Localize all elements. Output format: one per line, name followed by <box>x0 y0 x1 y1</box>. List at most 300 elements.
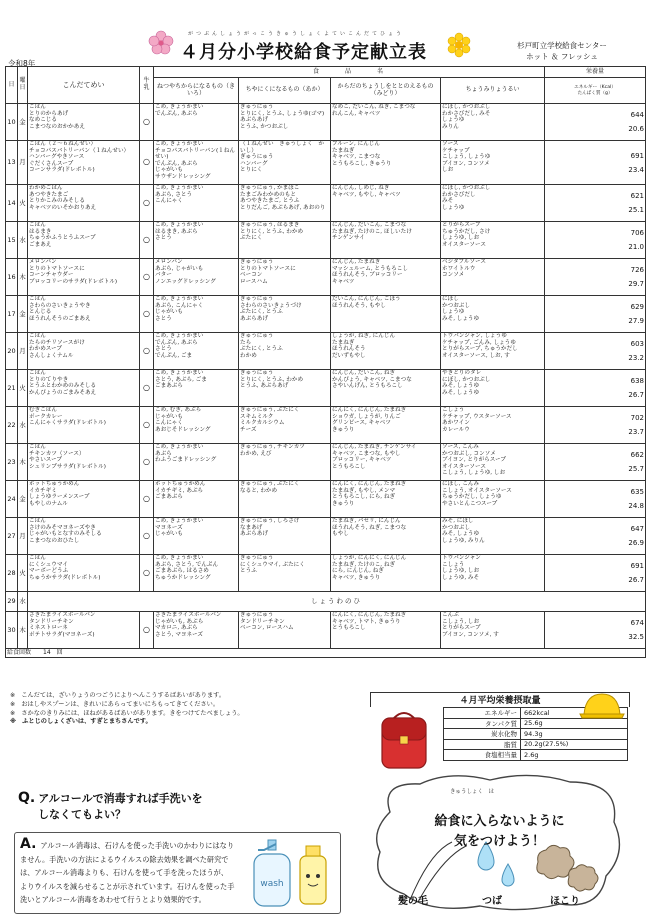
cell-line: なめこじる <box>29 117 57 124</box>
cell-line: ごまあぶら <box>155 494 183 501</box>
average-value: 94.3g <box>521 729 628 740</box>
cell-line: ぎゅうにゅう, チキンカツ <box>240 444 305 450</box>
page-header <box>0 0 650 68</box>
cell-line: こしょう, しょうゆ, しお <box>442 470 506 477</box>
seasoning-cell <box>441 612 545 649</box>
cell-line: だいこん, にんじん, ごぼう <box>332 296 401 302</box>
cell-line: あぶらあげ <box>240 117 268 124</box>
bubble-ruby: きゅうしょく は <box>450 789 495 795</box>
cell-line: ごはん <box>29 296 46 302</box>
seasoning-cell <box>441 222 545 259</box>
cell-line: あぶら, じゃがいも <box>155 265 204 272</box>
milk-cell: ○ <box>140 259 154 296</box>
cell-line: ソース <box>442 141 459 147</box>
dish-cell <box>28 407 140 444</box>
cell-line: にぼし, こんみ <box>442 481 480 487</box>
label-dust: ほこり <box>550 896 580 907</box>
table-row <box>6 370 646 407</box>
condition-cell <box>331 104 441 141</box>
cell-line: にんじん, だいこん, こまつな <box>332 222 407 228</box>
cell-line: とうふとわかめのみそしる <box>29 383 97 390</box>
milk-cell: ○ <box>140 104 154 141</box>
cell-line: しょうゆ, みそ <box>442 574 480 581</box>
protein-value: 26.7 <box>628 576 645 584</box>
cell-line: でんぷん, ごま <box>155 352 193 359</box>
nutrition-cell <box>545 259 646 296</box>
cell-line: オイスターソース <box>442 241 486 248</box>
cell-line: こめ, きょうかまい <box>155 370 204 376</box>
head-body: ちやにくになるもの（あか） <box>239 78 331 104</box>
day-cell: 13 <box>6 141 18 185</box>
body-cell <box>239 481 331 518</box>
weekday-cell: 月 <box>18 141 28 185</box>
cell-line: しお <box>442 167 454 174</box>
dish-cell <box>28 259 140 296</box>
cell-line: ハンバーグ <box>240 160 268 167</box>
cell-line: みそ, にぼし <box>442 518 474 524</box>
cell-line: ベジタブルソース <box>442 259 487 265</box>
cell-line: コーンチャウダー <box>29 272 74 279</box>
table-row <box>6 104 646 141</box>
meal-count: 給食回数 14 回 <box>6 649 646 658</box>
cell-line: ぶたにく <box>240 235 263 242</box>
cell-line: とりがらスープ <box>442 222 481 228</box>
cell-line: こしょう, オイスターソース <box>442 487 512 494</box>
cell-line: あつやきたまご <box>29 191 69 198</box>
cell-line: こめ, きょうかまい <box>155 555 204 561</box>
milk-cell: ○ <box>140 407 154 444</box>
cell-line: たらのチリソースがけ <box>29 339 85 346</box>
weekday-cell: 金 <box>18 296 28 333</box>
cell-line: あぶら, さとう <box>155 191 193 198</box>
energy-cell <box>154 370 239 407</box>
average-row <box>444 729 628 740</box>
cell-line: さんしょくナムル <box>29 352 74 359</box>
average-title: ４月平均栄養摂取量 <box>370 692 630 707</box>
condition-cell <box>331 444 441 481</box>
milk-cell: ○ <box>140 222 154 259</box>
cell-line: ぎゅうにゅう, ぶたにく <box>240 407 300 413</box>
milk-cell: ○ <box>140 333 154 370</box>
dish-cell <box>28 370 140 407</box>
cell-line: キャベツ, きゅうり <box>332 574 381 581</box>
day-cell: 22 <box>6 407 18 444</box>
cell-line: かつおぶし <box>442 302 470 309</box>
cell-line: こめ, きょうかまい <box>155 333 204 339</box>
cell-line: やきとりのタレ <box>442 370 482 376</box>
cell-line: たまねぎ <box>332 147 355 154</box>
cell-line: こめ, きょうかまい <box>155 444 204 450</box>
cell-line: ごはん <box>29 555 46 561</box>
energy-value: 674 <box>630 619 645 627</box>
cell-line: とうもろこし, にら, ねぎ <box>332 494 396 501</box>
energy-value: 644 <box>630 111 645 119</box>
cell-line: とうもろこし, きゅうり <box>332 160 392 167</box>
protein-value: 23.7 <box>628 428 645 436</box>
average-key: エネルギー <box>444 708 521 719</box>
cell-line: こんぶ <box>442 612 459 618</box>
head-energy: ねつやちからになるもの（きいろ） <box>154 78 239 104</box>
era-label: 令和8年 <box>8 59 36 68</box>
body-cell <box>239 185 331 222</box>
protein-value: 32.5 <box>628 633 645 641</box>
weekday-cell: 木 <box>18 444 28 481</box>
cell-line: あぶらあげ <box>240 315 268 322</box>
cell-line: ケチャップ, ウスターソース <box>442 413 512 420</box>
cell-line: しょうゆ <box>442 204 465 211</box>
table-row <box>6 185 646 222</box>
cell-line: かつおぶし, コンソメ <box>442 450 496 457</box>
table-row <box>6 592 646 612</box>
cell-line: コンソメ <box>442 272 465 279</box>
organization: 杉戸町立学校給食センター ホット ＆ フレッシュ <box>517 41 607 61</box>
cell-line: ぎゅうにゅう <box>240 370 274 376</box>
body-cell <box>239 333 331 370</box>
cell-line: しょうゆラーメンスープ <box>29 494 90 501</box>
cell-line: ちゅうかだし, しょうゆ <box>442 494 502 501</box>
cell-line: メロンパン <box>155 259 183 265</box>
seasoning-cell <box>441 296 545 333</box>
cell-line: みそ, しょうゆ <box>442 389 480 396</box>
page-title: ４月分小学校給食予定献立表 <box>180 42 427 63</box>
cell-line: さとう, あぶら, ごま <box>155 376 207 383</box>
cell-line: こしょう <box>442 561 465 568</box>
average-key: 食塩相当量 <box>444 750 521 761</box>
cell-line: ごはん <box>29 222 46 228</box>
cell-line: にくシュウマイ, ぶたにく <box>240 561 305 568</box>
head-nutrition: 栄養量 <box>545 67 646 78</box>
cell-line: たまねぎ, たけのこ, ほしいたけ <box>332 228 412 235</box>
cell-line: ごはん <box>29 104 46 110</box>
cell-line: さとう <box>155 346 172 353</box>
body-cell <box>239 370 331 407</box>
cell-line: ぎゅうにゅう <box>240 555 274 561</box>
question-mark: Q. <box>18 790 36 806</box>
cell-line: にんじん, だいこん, ねぎ <box>332 370 396 376</box>
cell-line: こまつなのおひたし <box>29 537 80 544</box>
cell-line: マッシュルーム, とうもろこし <box>332 265 408 272</box>
cell-line: でんぷん, あぶら <box>155 110 198 117</box>
cell-line: ちゅうかサラダ(ドレボトル) <box>29 574 101 581</box>
average-key: 炭水化物 <box>444 729 521 740</box>
dish-cell <box>28 185 140 222</box>
body-cell <box>239 259 331 296</box>
answer <box>20 838 235 907</box>
cell-line: わふうごまドレッシング <box>155 457 217 464</box>
cell-line: キャベツ, こまつな <box>332 154 381 161</box>
cell-line: ブイヨン, コンソメ, す <box>442 631 499 638</box>
cell-line: ぎゅうにゅう <box>240 154 274 161</box>
energy-cell <box>154 104 239 141</box>
condition-cell <box>331 407 441 444</box>
seasoning-cell <box>441 141 545 185</box>
cell-line: キャベツのいそかおりあえ <box>29 204 97 211</box>
table-row <box>6 555 646 592</box>
head-nutrition-units: エネルギー（Kcal） たんぱく質（g） <box>545 78 646 104</box>
head-food-group: 食 品 名 <box>154 67 545 78</box>
school-bag-icon <box>376 708 432 772</box>
cell-line: ホットちゅうかめん <box>155 481 206 487</box>
cell-line: ちゅうかドレッシング <box>155 574 211 581</box>
cell-line: ミルクカルシウム <box>240 420 285 427</box>
cell-line: なまあげ <box>240 524 263 531</box>
cell-line: あおじそドレッシング <box>155 426 211 433</box>
seasoning-cell <box>441 555 545 592</box>
seasoning-cell <box>441 444 545 481</box>
cell-line: チンゲンサイ <box>332 235 365 242</box>
cell-line: イカチギミ, あぶら <box>155 487 204 494</box>
cell-line: オイスターソース <box>442 463 486 470</box>
energy-cell <box>154 612 239 649</box>
cell-line: こしょう, しお <box>442 618 480 625</box>
cell-line: みそ, しょうゆ <box>442 531 480 538</box>
seasoning-cell <box>441 259 545 296</box>
cell-line: にんじん, たまねぎ <box>332 259 381 265</box>
bottle-label: wash <box>260 879 284 889</box>
average-key: 脂質 <box>444 739 521 750</box>
condition-cell <box>331 612 441 649</box>
school-hat-icon <box>578 690 626 720</box>
average-nutrition <box>370 692 630 761</box>
cell-line: さとう, マヨネーズ <box>155 631 204 638</box>
cell-line: かんぴょうのごまみそあえ <box>29 389 97 396</box>
condition-cell <box>331 296 441 333</box>
cell-line: こめ, きょうかまい <box>155 518 204 524</box>
cell-line: シュリンプサラダ(ドレボトル) <box>29 463 106 470</box>
cell-line: かんぴょう, キャベツ, こまつな <box>332 376 412 383</box>
cell-line: ぎゅうにゅう <box>240 612 274 618</box>
cell-line: もやし <box>332 531 349 538</box>
cell-line: ごはん（２〜６ねんせい） <box>29 141 97 147</box>
cell-line: ほうれんそう, もやし <box>332 302 386 309</box>
table-row <box>6 444 646 481</box>
cell-line: ぶたにく, とうふ <box>240 346 283 353</box>
cell-line: とうふ, あぶらあげ <box>240 383 289 390</box>
body-cell <box>239 407 331 444</box>
protein-value: 24.8 <box>628 502 645 510</box>
cell-line: みそ <box>442 198 454 205</box>
cell-line: ごはん <box>29 333 46 339</box>
cell-line: トウバンジャン, しょうゆ <box>442 333 507 339</box>
cell-line: ごまあえ <box>29 241 52 248</box>
cell-line: やさいとんこつスープ <box>442 500 498 507</box>
cell-line: こめ, きょうかまい <box>155 185 204 191</box>
day-cell: 10 <box>6 104 18 141</box>
cherry-blossom-icon <box>148 30 174 56</box>
cell-line: コーンサラダ(ドレボトル) <box>29 167 95 174</box>
cell-line: マカロニ, あぶら <box>155 625 198 632</box>
nutrition-cell <box>545 612 646 649</box>
cell-line: こんにゃく <box>155 420 183 427</box>
cell-line: しょうゆ, しお <box>442 235 480 242</box>
energy-cell <box>154 481 239 518</box>
cell-line: なめこ, だいこん, ねぎ, こまつな <box>332 104 416 110</box>
milk-cell: ○ <box>140 185 154 222</box>
cell-line: にぼし, かつおぶし <box>442 104 491 110</box>
cell-line: しょうゆ <box>442 117 465 124</box>
cell-line: わかめごはん <box>29 185 63 191</box>
cell-line: しょうゆ, しお <box>442 568 480 575</box>
cell-line: あつやきたまご, とうふ <box>240 198 300 205</box>
cell-line: ケチャップ <box>442 147 470 154</box>
cell-line: ぎゅうにゅう <box>240 104 274 110</box>
cell-line: サウザンドレッシング <box>155 173 211 180</box>
cell-line: れんこん, キャベツ <box>332 110 381 117</box>
body-cell <box>239 104 331 141</box>
cell-line: はるまき, あぶら <box>155 228 198 235</box>
dish-cell <box>28 612 140 649</box>
cell-line: あぶら, さとう, でんぷん <box>155 561 219 568</box>
cell-line: たまごみわかめのもと <box>240 191 296 198</box>
energy-value: 635 <box>630 488 645 496</box>
dish-cell <box>28 555 140 592</box>
dish-cell <box>28 333 140 370</box>
average-row <box>444 750 628 761</box>
energy-cell <box>154 296 239 333</box>
cell-line: こめ, きょうかまい <box>155 296 204 302</box>
body-cell <box>239 296 331 333</box>
day-cell: 24 <box>6 481 18 518</box>
milk-cell: ○ <box>140 444 154 481</box>
dish-cell <box>28 296 140 333</box>
milk-cell: ○ <box>140 141 154 185</box>
cell-line: しょうが, にんにく, にんじん <box>332 555 407 561</box>
seasoning-cell <box>441 185 545 222</box>
cell-line: イカチギミ <box>29 487 57 494</box>
cell-line: ほうれんそう, ねぎ, こまつな <box>332 524 407 531</box>
cell-line: とりにく, とうふ, わかめ <box>240 376 304 383</box>
nutrition-cell <box>545 518 646 555</box>
cell-line: とりにく <box>240 167 263 174</box>
head-day: 日 <box>6 67 18 104</box>
cell-line: さわらのさいきょうづけ <box>240 302 302 309</box>
cell-line: チキンカツ（ソース） <box>29 450 85 457</box>
cell-line: キャベツ <box>332 278 355 285</box>
cell-line: こしょう <box>442 407 465 413</box>
nutrition-cell <box>545 555 646 592</box>
weekday-cell: 金 <box>18 481 28 518</box>
cell-line: タンドリーチキン <box>240 618 285 625</box>
cell-line: じゃがいも <box>155 413 183 420</box>
cell-line: しょうゆ <box>442 309 465 316</box>
cell-line: プルーン, にんじん <box>332 141 380 147</box>
cell-line: キャベツ, もやし, キャベツ <box>332 191 401 198</box>
body-cell <box>239 555 331 592</box>
cell-line: とりにく, とうふ, しょうゆ(ゴマ) <box>240 110 325 117</box>
holiday-cell: しょうわのひ <box>28 592 646 612</box>
cell-line: とうもろこし <box>332 463 366 470</box>
table-row <box>6 259 646 296</box>
cell-line: ほうれんそう, ブロッコリー <box>332 272 403 279</box>
cell-line: ブロッコリー, キャベツ <box>332 457 392 464</box>
cell-line: ごまあぶら, はるさめ <box>155 568 209 575</box>
cell-line: にんにく, にんじん, たまねぎ <box>332 612 407 618</box>
cell-line: ノンエッグドレッシング <box>155 278 216 285</box>
cell-line: もやしのナムル <box>29 500 68 507</box>
cell-line: とりがらスープ, ちゅうかだし <box>442 346 518 353</box>
note-line: ※ さかなのきりみには、ほねがあるばあいがあります。きをつけてたべましょう。 <box>10 709 244 717</box>
cell-line: かつおぶし <box>442 524 470 531</box>
average-value: 25.6g <box>521 718 628 729</box>
day-cell: 14 <box>6 185 18 222</box>
cell-line: だいずもやし <box>332 352 366 359</box>
cell-line: にくシュウマイ <box>29 561 68 568</box>
cell-line: ハンバーグやきソース <box>29 154 85 161</box>
protein-value: 23.2 <box>628 354 645 362</box>
answer-mark: A. <box>20 836 37 852</box>
cell-line: とうふ <box>240 568 257 575</box>
day-cell: 16 <box>6 259 18 296</box>
cell-line: こんにゃくサラダ(ドレボトル) <box>29 420 106 427</box>
nutrition-cell <box>545 444 646 481</box>
note-line: ※ ふとじのしょくざいは、すぎとまちさんです。 <box>10 718 152 726</box>
cell-line: じゃがいも <box>155 309 183 316</box>
weekday-cell: 水 <box>18 407 28 444</box>
energy-value: 726 <box>630 266 645 274</box>
cell-line: じゃがいもとなすのみそしる <box>29 531 102 538</box>
condition-cell <box>331 259 441 296</box>
weekday-cell: 木 <box>18 259 28 296</box>
protein-value: 25.7 <box>628 465 645 473</box>
nutrition-cell <box>545 104 646 141</box>
dish-cell <box>28 104 140 141</box>
cell-line: むぎごはん <box>29 407 57 413</box>
condition-cell <box>331 555 441 592</box>
cell-line: にんじん, たまねぎ, チンゲンサイ <box>332 444 417 450</box>
cell-line: ちゅうかだし, さけ <box>442 228 491 235</box>
energy-value: 603 <box>630 340 645 348</box>
head-milk: 牛乳 <box>140 67 154 104</box>
cell-line: さきたまライスボールパン <box>29 612 96 618</box>
cell-line: にぼし, かつおぶし <box>442 376 491 383</box>
weekday-cell: 月 <box>18 518 28 555</box>
cell-line: ホワイトルウ <box>442 265 476 272</box>
cell-line: あぶらあげ <box>240 531 268 538</box>
weekday-cell: 水 <box>18 592 28 612</box>
protein-value: 29.7 <box>628 280 645 288</box>
cell-line: オイスターソース, しお, す <box>442 352 510 359</box>
energy-value: 629 <box>630 303 645 311</box>
cell-line: きゅうり <box>332 426 355 433</box>
dish-cell <box>28 141 140 185</box>
cell-line: なると, わかめ <box>240 487 278 494</box>
seasoning-cell <box>441 518 545 555</box>
nutrition-cell <box>545 141 646 185</box>
cell-line: にんにく, にんじん, たまねぎ <box>332 481 407 487</box>
weekday-cell: 月 <box>18 333 28 370</box>
energy-cell <box>154 333 239 370</box>
cell-line: とりかこみのみそしる <box>29 198 85 205</box>
cell-line: みそ, しょうゆ <box>442 383 480 390</box>
cell-line: とりのトマトソースに <box>29 265 85 272</box>
table-row <box>6 518 646 555</box>
cell-line: こまつなのおかかあえ <box>29 123 85 130</box>
body-cell <box>239 612 331 649</box>
nutrition-cell <box>545 407 646 444</box>
notes <box>10 692 350 727</box>
cell-line: でんぷん, あぶら <box>155 339 198 346</box>
energy-value: 647 <box>630 525 645 533</box>
energy-value: 706 <box>630 229 645 237</box>
head-dish: こんだてめい <box>28 67 140 104</box>
average-value: 2.6g <box>521 750 628 761</box>
cell-line: ほうれんそう <box>332 346 366 353</box>
cell-line: しょうが, ねぎ, にんじん <box>332 333 396 339</box>
cell-line: じゃがいも <box>155 531 183 538</box>
dish-cell <box>28 518 140 555</box>
day-cell: 27 <box>6 518 18 555</box>
head-weekday: 曜日 <box>18 67 28 104</box>
